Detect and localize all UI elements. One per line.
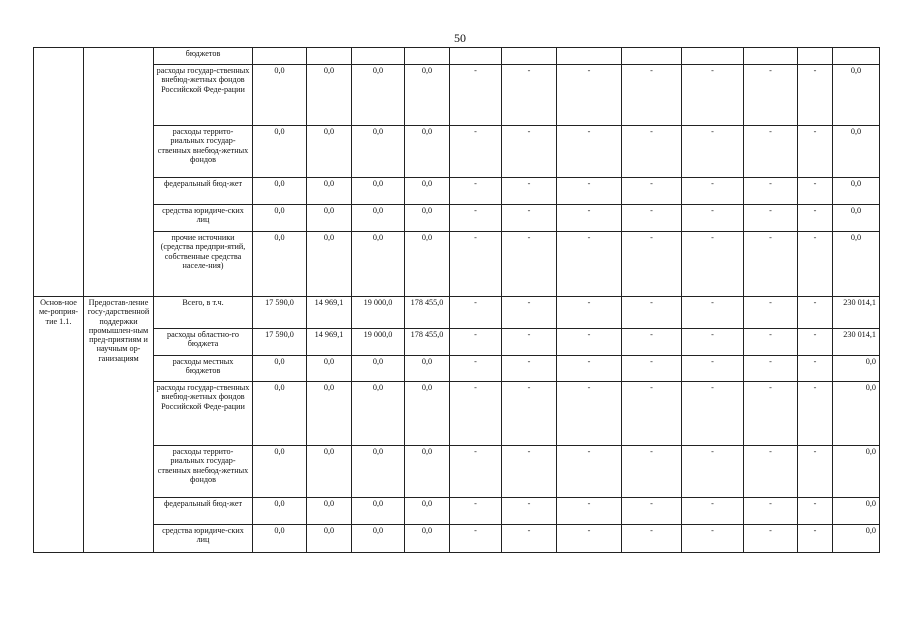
- value-cell: [682, 48, 744, 65]
- value-cell: 0,0: [833, 356, 880, 382]
- table-row: [34, 498, 880, 525]
- measure-name-cell-empty: [84, 48, 154, 297]
- value-cell: -: [622, 382, 682, 446]
- measure-code-cell: Основ-ное ме-роприя-тие 1.1.: [34, 297, 84, 553]
- value-cell: -: [798, 297, 833, 329]
- value-cell: [744, 48, 798, 65]
- value-cell: -: [744, 178, 798, 205]
- value-cell: -: [557, 232, 622, 297]
- table-row: [34, 48, 880, 65]
- value-cell: 0,0: [405, 126, 450, 178]
- value-cell: [833, 48, 880, 65]
- value-cell: [307, 48, 352, 65]
- value-cell: 19 000,0: [352, 297, 405, 329]
- value-cell: 0,0: [833, 205, 880, 232]
- value-cell: -: [744, 329, 798, 356]
- value-cell: -: [502, 498, 557, 525]
- value-cell: 0,0: [352, 205, 405, 232]
- value-cell: -: [622, 297, 682, 329]
- value-cell: -: [682, 498, 744, 525]
- value-cell: -: [450, 382, 502, 446]
- value-cell: 0,0: [352, 65, 405, 126]
- table-row: [34, 126, 880, 178]
- value-cell: 0,0: [405, 382, 450, 446]
- table-row: [34, 205, 880, 232]
- value-cell: [450, 48, 502, 65]
- value-cell: 17 590,0: [253, 297, 307, 329]
- value-cell: 0,0: [833, 65, 880, 126]
- value-cell: -: [502, 232, 557, 297]
- value-cell: 0,0: [307, 356, 352, 382]
- value-cell: -: [557, 382, 622, 446]
- source-label-cell: прочие источники (средства предпри-ятий, собственные средства населе-ния): [154, 232, 253, 297]
- value-cell: -: [798, 126, 833, 178]
- value-cell: -: [557, 446, 622, 498]
- value-cell: [798, 48, 833, 65]
- value-cell: 0,0: [352, 178, 405, 205]
- measure-name-cell: Предостав-ление госу-дарственной поддержки промышлен-ным пред-приятиям и научным ор-ганизациям: [84, 297, 154, 553]
- value-cell: 0,0: [253, 232, 307, 297]
- value-cell: -: [798, 446, 833, 498]
- value-cell: -: [502, 205, 557, 232]
- value-cell: -: [682, 178, 744, 205]
- value-cell: 0,0: [405, 178, 450, 205]
- value-cell: -: [798, 65, 833, 126]
- value-cell: -: [622, 232, 682, 297]
- value-cell: 0,0: [253, 446, 307, 498]
- value-cell: 0,0: [253, 65, 307, 126]
- value-cell: [405, 48, 450, 65]
- value-cell: -: [744, 65, 798, 126]
- value-cell: 0,0: [833, 126, 880, 178]
- value-cell: 0,0: [307, 126, 352, 178]
- value-cell: 14 969,1: [307, 297, 352, 329]
- source-label-cell: Всего, в т.ч.: [154, 297, 253, 329]
- value-cell: -: [744, 498, 798, 525]
- table-row: [34, 232, 880, 297]
- value-cell: -: [450, 232, 502, 297]
- value-cell: 0,0: [307, 178, 352, 205]
- source-label-cell: расходы террито-риальных государ-ственных внебюд-жетных фондов: [154, 446, 253, 498]
- value-cell: [253, 48, 307, 65]
- value-cell: -: [557, 498, 622, 525]
- value-cell: 0,0: [352, 356, 405, 382]
- value-cell: -: [502, 65, 557, 126]
- value-cell: -: [744, 356, 798, 382]
- value-cell: -: [622, 356, 682, 382]
- value-cell: -: [744, 446, 798, 498]
- value-cell: -: [682, 382, 744, 446]
- value-cell: 0,0: [253, 356, 307, 382]
- value-cell: -: [798, 178, 833, 205]
- value-cell: -: [450, 297, 502, 329]
- value-cell: -: [798, 525, 833, 553]
- table-row: [34, 178, 880, 205]
- value-cell: -: [502, 446, 557, 498]
- value-cell: 0,0: [307, 446, 352, 498]
- value-cell: 14 969,1: [307, 329, 352, 356]
- value-cell: -: [744, 525, 798, 553]
- table-row: [34, 382, 880, 446]
- value-cell: 17 590,0: [253, 329, 307, 356]
- value-cell: -: [622, 446, 682, 498]
- value-cell: -: [744, 126, 798, 178]
- source-label-cell: средства юридиче-ских лиц: [154, 205, 253, 232]
- value-cell: -: [502, 329, 557, 356]
- value-cell: 0,0: [833, 446, 880, 498]
- value-cell: -: [622, 205, 682, 232]
- value-cell: 0,0: [405, 525, 450, 553]
- value-cell: 0,0: [307, 65, 352, 126]
- value-cell: -: [450, 329, 502, 356]
- value-cell: -: [450, 525, 502, 553]
- measure-code-cell-empty: [34, 48, 84, 297]
- source-label-cell: расходы террито-риальных государ-ственных внебюд-жетных фондов: [154, 126, 253, 178]
- value-cell: -: [744, 297, 798, 329]
- value-cell: 230 014,1: [833, 297, 880, 329]
- value-cell: -: [622, 498, 682, 525]
- value-cell: -: [502, 126, 557, 178]
- page-number: 50: [454, 31, 466, 45]
- value-cell: -: [682, 232, 744, 297]
- value-cell: 178 455,0: [405, 329, 450, 356]
- value-cell: -: [798, 232, 833, 297]
- table-row: [34, 525, 880, 553]
- value-cell: 0,0: [253, 126, 307, 178]
- value-cell: 0,0: [405, 232, 450, 297]
- value-cell: 0,0: [352, 498, 405, 525]
- value-cell: -: [502, 297, 557, 329]
- source-label-cell: расходы государ-ственных внебюд-жетных фондов Российской Феде-рации: [154, 382, 253, 446]
- value-cell: -: [502, 382, 557, 446]
- value-cell: 19 000,0: [352, 329, 405, 356]
- value-cell: -: [682, 356, 744, 382]
- source-label-cell: средства юридиче-ских лиц: [154, 525, 253, 553]
- value-cell: 0,0: [307, 525, 352, 553]
- value-cell: 178 455,0: [405, 297, 450, 329]
- value-cell: 0,0: [405, 65, 450, 126]
- value-cell: -: [798, 356, 833, 382]
- value-cell: -: [450, 498, 502, 525]
- source-label-cell: расходы государ-ственных внебюд-жетных фондов Российской Феде-рации: [154, 65, 253, 126]
- table-row: [34, 446, 880, 498]
- value-cell: -: [622, 126, 682, 178]
- table-row: [34, 356, 880, 382]
- value-cell: -: [502, 356, 557, 382]
- value-cell: 0,0: [405, 446, 450, 498]
- table-row: [34, 297, 880, 329]
- value-cell: 0,0: [833, 525, 880, 553]
- value-cell: [502, 48, 557, 65]
- value-cell: -: [450, 65, 502, 126]
- value-cell: -: [502, 525, 557, 553]
- table-row: [34, 329, 880, 356]
- value-cell: 0,0: [307, 382, 352, 446]
- value-cell: [557, 48, 622, 65]
- value-cell: -: [744, 382, 798, 446]
- value-cell: 0,0: [833, 232, 880, 297]
- value-cell: 0,0: [253, 178, 307, 205]
- value-cell: -: [622, 65, 682, 126]
- value-cell: -: [682, 446, 744, 498]
- table-row: [34, 65, 880, 126]
- value-cell: 230 014,1: [833, 329, 880, 356]
- value-cell: -: [450, 178, 502, 205]
- value-cell: 0,0: [405, 498, 450, 525]
- value-cell: -: [557, 205, 622, 232]
- value-cell: 0,0: [352, 232, 405, 297]
- value-cell: -: [622, 178, 682, 205]
- value-cell: 0,0: [833, 382, 880, 446]
- value-cell: -: [798, 205, 833, 232]
- value-cell: -: [450, 356, 502, 382]
- value-cell: 0,0: [405, 356, 450, 382]
- source-label-cell: федеральный бюд-жет: [154, 498, 253, 525]
- value-cell: -: [682, 205, 744, 232]
- value-cell: -: [557, 297, 622, 329]
- value-cell: -: [557, 525, 622, 553]
- value-cell: [352, 48, 405, 65]
- value-cell: 0,0: [833, 498, 880, 525]
- value-cell: -: [557, 126, 622, 178]
- source-label-cell: расходы местных бюджетов: [154, 356, 253, 382]
- value-cell: 0,0: [253, 498, 307, 525]
- value-cell: -: [682, 126, 744, 178]
- value-cell: -: [557, 356, 622, 382]
- source-label-cell: расходы областно-го бюджета: [154, 329, 253, 356]
- value-cell: -: [744, 232, 798, 297]
- value-cell: -: [798, 498, 833, 525]
- value-cell: 0,0: [352, 525, 405, 553]
- value-cell: 0,0: [307, 498, 352, 525]
- value-cell: -: [450, 446, 502, 498]
- value-cell: 0,0: [307, 205, 352, 232]
- value-cell: -: [622, 525, 682, 553]
- value-cell: -: [798, 382, 833, 446]
- value-cell: [622, 48, 682, 65]
- value-cell: -: [557, 329, 622, 356]
- value-cell: -: [557, 65, 622, 126]
- table-section-measure-1-1: [34, 297, 880, 553]
- value-cell: -: [622, 329, 682, 356]
- value-cell: -: [682, 65, 744, 126]
- value-cell: 0,0: [352, 126, 405, 178]
- value-cell: -: [682, 525, 744, 553]
- value-cell: 0,0: [352, 382, 405, 446]
- value-cell: -: [557, 178, 622, 205]
- value-cell: 0,0: [253, 205, 307, 232]
- value-cell: -: [502, 178, 557, 205]
- value-cell: 0,0: [253, 382, 307, 446]
- source-label-cell: федеральный бюд-жет: [154, 178, 253, 205]
- value-cell: -: [450, 126, 502, 178]
- budget-table: [33, 47, 880, 553]
- source-label-cell: бюджетов: [154, 48, 253, 65]
- value-cell: 0,0: [253, 525, 307, 553]
- value-cell: 0,0: [405, 205, 450, 232]
- value-cell: -: [798, 329, 833, 356]
- value-cell: -: [682, 297, 744, 329]
- value-cell: -: [450, 205, 502, 232]
- value-cell: 0,0: [352, 446, 405, 498]
- value-cell: 0,0: [833, 178, 880, 205]
- value-cell: 0,0: [307, 232, 352, 297]
- value-cell: -: [744, 205, 798, 232]
- table-section-previous: [34, 48, 880, 297]
- value-cell: -: [682, 329, 744, 356]
